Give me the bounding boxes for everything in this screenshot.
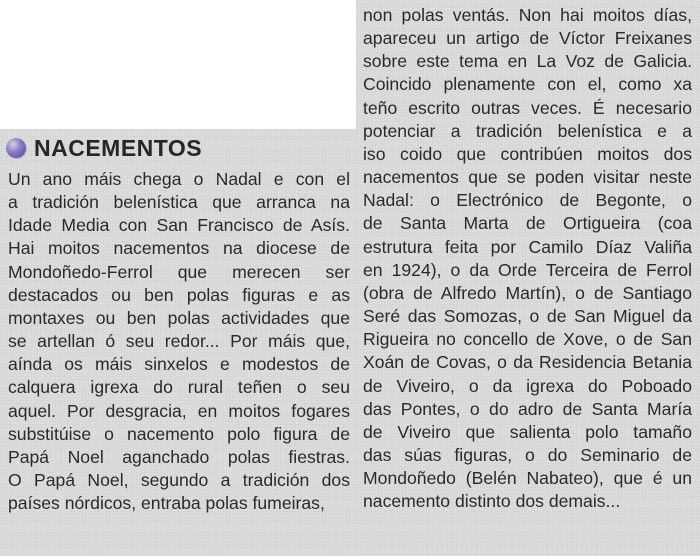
text-line: destacados ou ben polas figuras e as: [8, 284, 350, 305]
text-line: apareceu un artigo de Víctor Freixanes: [363, 28, 692, 49]
text-line: iso coido que contribúen moitos dos: [363, 143, 692, 164]
text-line: a tradición belenística que arranca na: [8, 192, 350, 213]
text-line: de Viveiro, o da igrexa do Poboado: [363, 375, 692, 396]
text-line: potenciar a tradición belenística e a: [363, 120, 692, 141]
text-line: nacementos que se poden visitar neste: [363, 167, 692, 188]
text-line: das súas figuras, o do Seminario de: [363, 444, 692, 465]
text-line: aquel. Por desgracia, en moitos fogares: [8, 400, 350, 421]
text-line: teño escrito outras veces. É necesario: [363, 97, 692, 118]
text-line: Nadal: o Electrónico de Begonte, o: [363, 190, 692, 211]
text-line: sobre este tema en La Voz de Galicia.: [363, 51, 692, 72]
article-heading: [6, 133, 202, 163]
text-line: non polas ventás. Non hai moitos días,: [363, 5, 692, 25]
text-line: estrutura feita por Camilo Díaz Valiña: [363, 236, 692, 257]
text-line: Mondoñedo (Belén Nabateo), que é un: [363, 468, 692, 489]
article-title: NACEMENTOS: [34, 134, 203, 161]
text-line: Un ano máis chega o Nadal e con el: [8, 169, 350, 189]
text-line: Rigueira no concello de Xove, o de San: [363, 329, 692, 350]
text-line: O Papá Noel, segundo a tradición dos: [8, 470, 350, 491]
text-line: Hai moitos nacementos na diocese de: [8, 238, 350, 259]
purple-sphere-bullet-icon: [6, 138, 26, 158]
text-line: Papá Noel aganchado polas fiestras.: [8, 446, 350, 467]
text-line: Idade Media con San Francisco de Asís.: [8, 215, 350, 236]
text-line: Coincido plenamente con el, como xa: [363, 74, 692, 95]
text-line: Xoán de Covas, o da Residencia Betania: [363, 352, 692, 373]
text-line: Seré das Somozas, o de San Miguel da: [363, 306, 692, 327]
text-line: substitúise o nacemento polo figura de: [8, 423, 350, 444]
article-column-right: [363, 4, 692, 513]
text-line: se artellan ó seu redor... Por máis que,: [8, 331, 350, 352]
article-column-left: [8, 168, 350, 515]
text-line: de Santa Marta de Ortigueira (coa: [363, 213, 692, 234]
text-line: de Viveiro que salienta polo tamaño: [363, 421, 692, 442]
text-line: calquera igrexa do rural teñen o seu: [8, 377, 350, 398]
text-line: nacemento distinto dos demais...: [363, 491, 621, 512]
text-line: Mondoñedo-Ferrol que merecen ser: [8, 261, 350, 282]
text-line: en 1924), o da Orde Terceira de Ferrol: [363, 259, 692, 280]
text-line: (obra de Alfredo Martín), o de Santiago: [363, 282, 692, 303]
text-line: montaxes ou ben polas actividades que: [8, 307, 350, 328]
text-line: países nórdicos, entraba polas fumeiras,: [8, 493, 325, 514]
text-line: das Pontes, o do adro de Santa María: [363, 398, 692, 419]
text-line: aínda os máis sinxelos e modestos de: [8, 354, 350, 375]
